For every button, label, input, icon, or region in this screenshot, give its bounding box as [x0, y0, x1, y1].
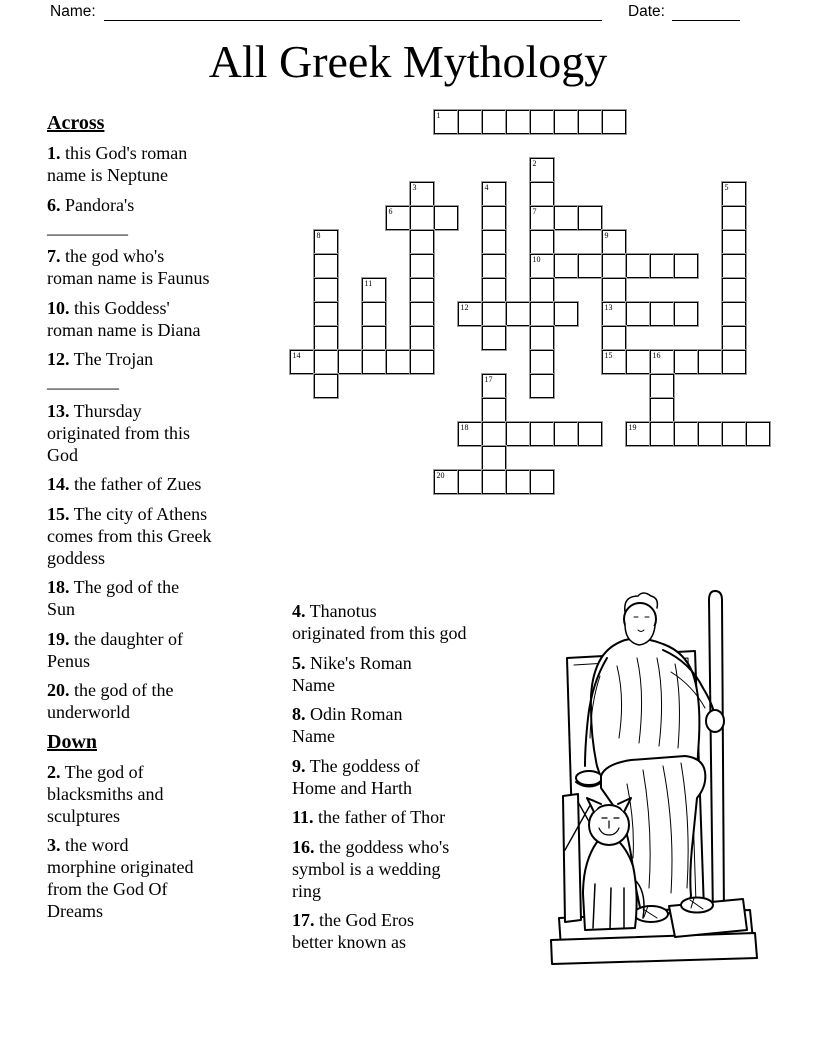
grid-cell-13-15[interactable] — [650, 422, 674, 446]
across-clue-list — [47, 142, 279, 723]
zeus-statue-illustration — [545, 588, 760, 968]
grid-cell-number: 14 — [292, 351, 301, 360]
grid-cell-4-10[interactable] — [530, 206, 554, 230]
grid-cell-4-4[interactable] — [386, 206, 410, 230]
grid-cell-9-5[interactable] — [410, 326, 434, 350]
grid-cell-number: 2 — [532, 159, 537, 168]
grid-cell-9-1[interactable] — [314, 326, 338, 350]
grid-cell-number: 20 — [436, 471, 445, 480]
grid-cell-10-4[interactable] — [386, 350, 410, 374]
across-clue-13: 13. Thursday originated from this God — [47, 400, 190, 465]
across-clue-7: 7. the god who's roman name is Faunus — [47, 246, 210, 288]
grid-cell-8-9[interactable] — [506, 302, 530, 326]
grid-cell-11-10[interactable] — [530, 374, 554, 398]
grid-cell-number: 8 — [316, 231, 321, 240]
grid-cell-9-8[interactable] — [482, 326, 506, 350]
grid-cell-3-10[interactable] — [530, 182, 554, 206]
across-clue-12: 12. The Trojan ________ — [47, 349, 154, 391]
grid-cell-8-16[interactable] — [674, 302, 698, 326]
down-clue-4: 4. Thanotus originated from this god — [292, 601, 467, 643]
grid-cell-12-8[interactable] — [482, 398, 506, 422]
grid-cell-13-18[interactable] — [722, 422, 746, 446]
grid-cell-3-18[interactable] — [722, 182, 746, 206]
grid-cell-11-15[interactable] — [650, 374, 674, 398]
grid-cell-8-14[interactable] — [626, 302, 650, 326]
date-label: Date: — [627, 3, 665, 20]
grid-cell-4-18[interactable] — [722, 206, 746, 230]
across-clue-20: 20. the god of the underworld — [47, 680, 174, 722]
grid-cell-7-5[interactable] — [410, 278, 434, 302]
across-clue-14: 14. the father of Zues — [47, 474, 202, 494]
grid-cell-number: 18 — [460, 423, 469, 432]
grid-cell-10-10[interactable] — [530, 350, 554, 374]
down-clue-list-left — [47, 761, 279, 923]
grid-cell-number: 4 — [484, 183, 489, 192]
grid-cell-7-18[interactable] — [722, 278, 746, 302]
date-input-line[interactable] — [672, 5, 740, 21]
staff-hand — [706, 710, 724, 732]
grid-cell-10-18[interactable] — [722, 350, 746, 374]
grid-cell-0-12[interactable] — [578, 110, 602, 134]
grid-cell-number: 1 — [436, 111, 441, 120]
grid-cell-10-1[interactable] — [314, 350, 338, 374]
grid-cell-0-10[interactable] — [530, 110, 554, 134]
throne-leg — [563, 794, 581, 922]
grid-cell-13-12[interactable] — [578, 422, 602, 446]
grid-cell-4-5[interactable] — [410, 206, 434, 230]
grid-cell-number: 11 — [364, 279, 373, 288]
grid-cell-9-10[interactable] — [530, 326, 554, 350]
grid-cell-4-8[interactable] — [482, 206, 506, 230]
grid-cell-11-8[interactable] — [482, 374, 506, 398]
grid-cell-5-8[interactable] — [482, 230, 506, 254]
down-clue-list-right — [292, 600, 544, 961]
grid-cell-6-8[interactable] — [482, 254, 506, 278]
grid-cell-6-12[interactable] — [578, 254, 602, 278]
grid-cell-10-0[interactable] — [290, 350, 314, 374]
grid-cell-13-7[interactable] — [458, 422, 482, 446]
grid-cell-8-3[interactable] — [362, 302, 386, 326]
grid-cell-10-3[interactable] — [362, 350, 386, 374]
grid-cell-5-10[interactable] — [530, 230, 554, 254]
grid-cell-7-13[interactable] — [602, 278, 626, 302]
grid-cell-number: 15 — [604, 351, 613, 360]
grid-cell-13-19[interactable] — [746, 422, 770, 446]
across-heading: Across — [47, 112, 105, 134]
grid-cell-12-15[interactable] — [650, 398, 674, 422]
across-clue-18: 18. The god of the Sun — [47, 577, 180, 619]
grid-cell-10-5[interactable] — [410, 350, 434, 374]
grid-cell-8-18[interactable] — [722, 302, 746, 326]
grid-cell-15-7[interactable] — [458, 470, 482, 494]
down-clue-9: 9. The goddess of Home and Harth — [292, 755, 420, 798]
grid-cell-4-12[interactable] — [578, 206, 602, 230]
grid-cell-13-16[interactable] — [674, 422, 698, 446]
bowl-hand — [576, 771, 602, 785]
grid-cell-0-9[interactable] — [506, 110, 530, 134]
grid-cell-7-8[interactable] — [482, 278, 506, 302]
grid-cell-13-9[interactable] — [506, 422, 530, 446]
grid-cell-3-8[interactable] — [482, 182, 506, 206]
grid-cell-8-8[interactable] — [482, 302, 506, 326]
name-label: Name: — [50, 3, 96, 20]
grid-cell-7-3[interactable] — [362, 278, 386, 302]
grid-cell-number: 3 — [412, 183, 417, 192]
grid-cell-13-8[interactable] — [482, 422, 506, 446]
across-clue-10: 10. this Goddess' roman name is Diana — [47, 297, 201, 340]
across-clue-19: 19. the daughter of Penus — [47, 628, 183, 671]
down-clue-3: 3. the word morphine originated from the God Of Dreams — [47, 835, 194, 921]
grid-cell-6-10[interactable] — [530, 254, 554, 278]
grid-cell-9-3[interactable] — [362, 326, 386, 350]
grid-cell-4-6[interactable] — [434, 206, 458, 230]
grid-cell-5-5[interactable] — [410, 230, 434, 254]
grid-cell-8-1[interactable] — [314, 302, 338, 326]
grid-cell-10-15[interactable] — [650, 350, 674, 374]
down-clue-16: 16. the goddess who's symbol is a wedding ring — [292, 836, 450, 901]
grid-cell-number: 5 — [724, 183, 729, 192]
down-heading: Down — [47, 730, 98, 753]
grid-cell-0-13[interactable] — [602, 110, 626, 134]
grid-cell-6-15[interactable] — [650, 254, 674, 278]
grid-cell-3-5[interactable] — [410, 182, 434, 206]
across-clue-15: 15. The city of Athens comes from this Greek goddess — [47, 503, 212, 568]
across-clue-6: 6. Pandora's _________ — [47, 194, 135, 237]
grid-cell-14-8[interactable] — [482, 446, 506, 470]
grid-cell-number: 19 — [628, 423, 637, 432]
grid-cell-number: 7 — [532, 207, 537, 216]
grid-cell-15-6[interactable] — [434, 470, 458, 494]
name-date-header — [50, 3, 740, 21]
grid-cell-6-1[interactable] — [314, 254, 338, 278]
grid-cell-15-10[interactable] — [530, 470, 554, 494]
staff — [709, 591, 724, 921]
grid-cell-8-5[interactable] — [410, 302, 434, 326]
grid-cell-number: 13 — [604, 303, 613, 312]
grid-cell-6-11[interactable] — [554, 254, 578, 278]
down-clue-11: 11. the father of Thor — [292, 807, 446, 827]
grid-cell-9-18[interactable] — [722, 326, 746, 350]
grid-cell-6-14[interactable] — [626, 254, 650, 278]
grid-cell-number: 10 — [532, 255, 541, 264]
grid-cell-number: 12 — [460, 303, 469, 312]
down-clue-5: 5. Nike's Roman Name — [292, 652, 412, 695]
grid-cell-13-14[interactable] — [626, 422, 650, 446]
grid-cell-13-11[interactable] — [554, 422, 578, 446]
grid-cell-7-1[interactable] — [314, 278, 338, 302]
grid-cell-10-2[interactable] — [338, 350, 362, 374]
down-clue-17: 17. the God Eros better known as — [292, 910, 414, 952]
grid-cell-8-13[interactable] — [602, 302, 626, 326]
grid-cell-8-7[interactable] — [458, 302, 482, 326]
name-input-line[interactable] — [104, 5, 602, 21]
grid-cell-13-10[interactable] — [530, 422, 554, 446]
grid-cell-0-6[interactable] — [434, 110, 458, 134]
grid-cell-6-13[interactable] — [602, 254, 626, 278]
page-title: All Greek Mythology — [208, 36, 608, 87]
grid-cell-15-9[interactable] — [506, 470, 530, 494]
grid-cell-5-1[interactable] — [314, 230, 338, 254]
grid-cell-15-8[interactable] — [482, 470, 506, 494]
grid-cell-10-14[interactable] — [626, 350, 650, 374]
grid-cell-number: 6 — [388, 207, 393, 216]
grid-cell-5-18[interactable] — [722, 230, 746, 254]
grid-cell-number: 9 — [604, 231, 609, 240]
crossword-grid — [290, 110, 770, 494]
grid-cell-2-10[interactable] — [530, 158, 554, 182]
grid-cell-0-11[interactable] — [554, 110, 578, 134]
grid-cell-0-7[interactable] — [458, 110, 482, 134]
grid-cell-7-10[interactable] — [530, 278, 554, 302]
down-clue-8: 8. Odin Roman Name — [292, 704, 403, 746]
grid-cell-6-5[interactable] — [410, 254, 434, 278]
grid-cell-11-1[interactable] — [314, 374, 338, 398]
grid-cell-5-13[interactable] — [602, 230, 626, 254]
across-clue-1: 1. this God's roman name is Neptune — [47, 143, 188, 185]
grid-cell-10-13[interactable] — [602, 350, 626, 374]
left-clue-column — [47, 112, 279, 930]
grid-cell-8-11[interactable] — [554, 302, 578, 326]
grid-cell-13-17[interactable] — [698, 422, 722, 446]
grid-cell-0-8[interactable] — [482, 110, 506, 134]
down-clue-2: 2. The god of blacksmiths and sculptures — [47, 761, 164, 826]
grid-cell-6-16[interactable] — [674, 254, 698, 278]
grid-cell-number: 17 — [484, 375, 493, 384]
grid-cell-9-13[interactable] — [602, 326, 626, 350]
grid-cell-8-10[interactable] — [530, 302, 554, 326]
grid-cell-10-17[interactable] — [698, 350, 722, 374]
grid-cell-8-15[interactable] — [650, 302, 674, 326]
grid-cell-6-18[interactable] — [722, 254, 746, 278]
grid-cell-10-16[interactable] — [674, 350, 698, 374]
grid-cell-4-11[interactable] — [554, 206, 578, 230]
grid-cell-number: 16 — [652, 351, 661, 360]
